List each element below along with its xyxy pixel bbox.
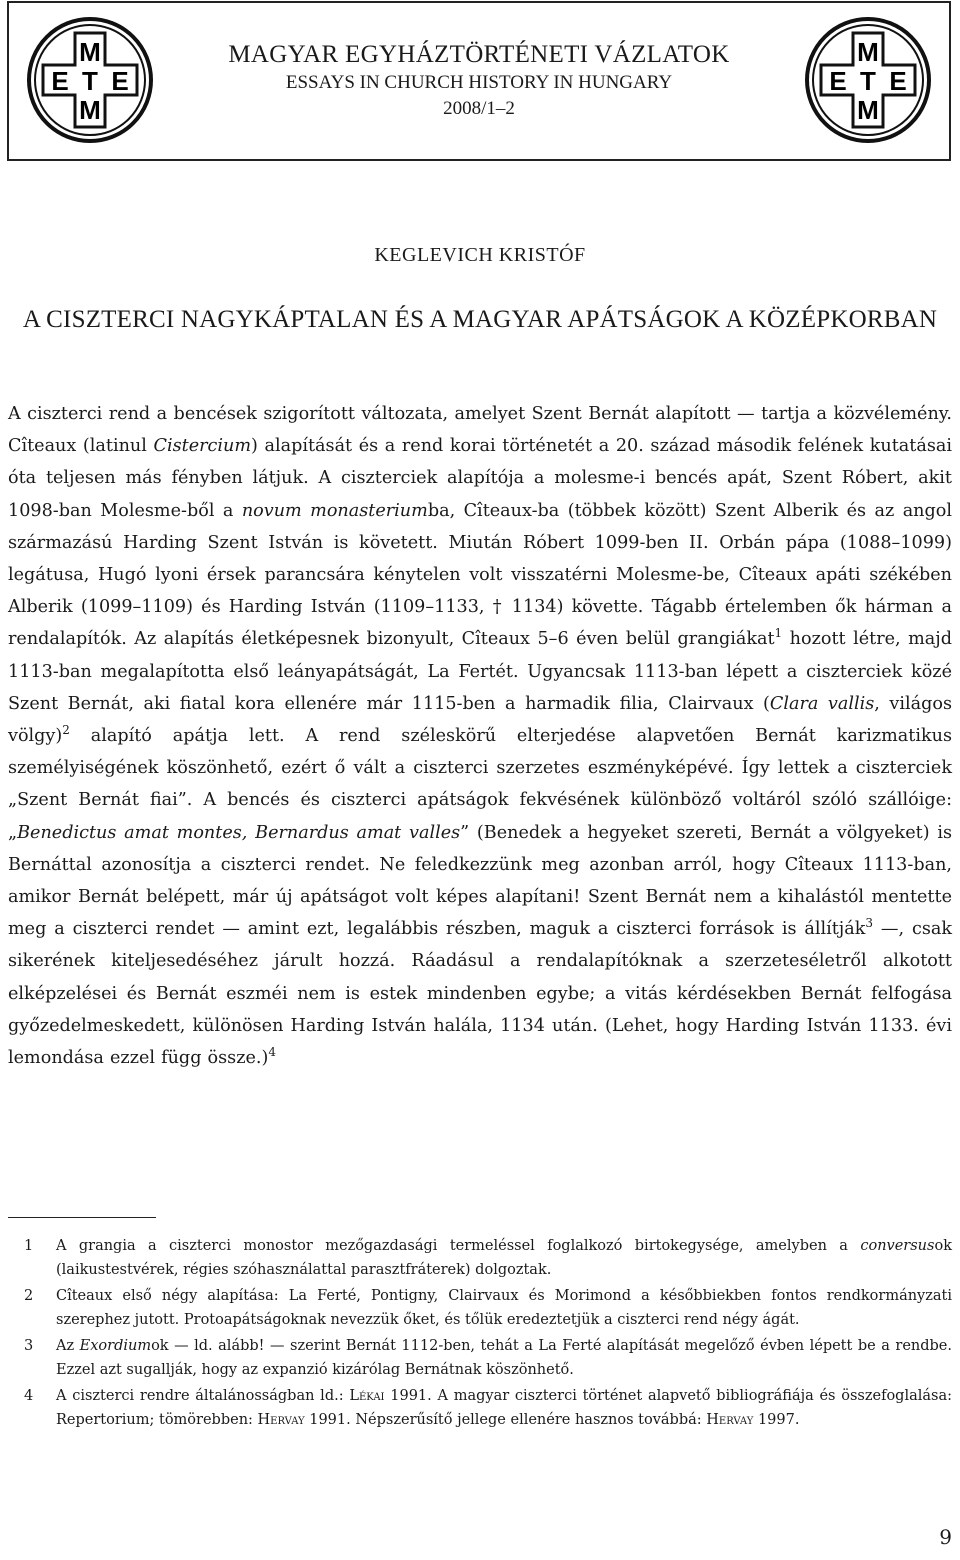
body-text-segment: ) alapítását és a rend korai történetét a 20. század második felének kutatásai óta teljesen más fényben látjuk. A ciszterciek alapítója a molesme-i bencés apát, Szent Róbert, akit 1098-ban Molesme-ből a [8,436,952,521]
svg-text:E: E [829,66,847,96]
footnote-text: A ciszterci rendre általánosságban ld.: Lékai 1991. A magyar ciszterci történet alapvető bibliográfiája és összefoglalása: Repertorium; tömörebben: Hervay 1991. Népszerűsítő jellege ellenére hasznos továbbá: Hervay 1997. [56,1388,952,1428]
svg-text:M: M [857,95,879,125]
footnote-ref-2[interactable]: 2 [62,723,70,738]
svg-text:M: M [79,37,101,67]
svg-text:E: E [889,66,907,96]
svg-text:E: E [51,66,69,96]
article-body [8,398,952,1074]
mete-cross-logo-left [25,15,155,145]
footnote-4 [8,1384,952,1432]
footnote-ref-4[interactable]: 4 [268,1045,276,1060]
body-text-segment: hozott létre, majd 1113-ban megalapította első leányapátságát, La Fertét. Ugyancsak 1113-ban lépett a ciszterciek közé Szent Bernát, aki fiatal kora ellenére már 1115-ben a harmadik filia, Clairvaux ( [8,629,952,714]
footnote-1 [8,1234,952,1282]
footnote-text: Cîteaux első négy alapítása: La Ferté, Pontigny, Clairvaux és Morimond a későbbiekben fontos rendkormányzati szerephez jutott. Protoapátságoknak nevezzük őket, és tőlük eredeztetjük a ciszterci rend négy ágát. [56,1288,952,1328]
footnote-number: 4 [24,1388,34,1404]
body-text-segment: ” (Benedek a hegyeket szereti, Bernát a völgyeket) is Bernáttal azonosítja a ciszterci rendet. Ne feledkezzünk meg azonban arról, hogy Cîteaux 1113-ban, amikor Bernát belépett, már új apátságot volt képes alapítani! Szent Bernát nem a kihalástól mentette meg a ciszterci rendet — amint ezt, legalábbis részben, maguk a ciszterci források is állítják [8,822,952,940]
body-italic-novum-monasterium: novum monasterium [241,500,428,521]
footnote-number: 1 [24,1238,34,1254]
footnote-3 [8,1334,952,1382]
article-title: A CISZTERCI NAGYKÁPTALAN ÉS A MAGYAR APÁTSÁGOK A KÖZÉPKORBAN [22,306,938,333]
body-text-segment: alapító apátja lett. A rend széleskörű elterjedése alapvetően Bernát karizmatikus személyiségének köszönhető, ezért ő vált a ciszterci szerzetes eszményképévé. Így lettek a ciszterciek „Szent Bernát fiai”. A bencés és ciszterci apátságok fekvésének különböző voltáról szóló szállóige: „ [8,726,952,843]
body-text-segment: ba, Cîteaux-ba (többek között) Szent Alberik és az angol származású Harding Szent István is követett. Miután Róbert 1099-ben II. Orbán pápa (1088–1099) legátusa, Hugó lyoni érsek parancsára kénytelen volt visszatérni Molesme-be, Cîteaux apáti székében Alberik (1099–1109) és Harding István (1109–1133, † 1134) követte. Tágabb értelemben ők hárman a rendalapítók. Az alapítás életképesnek bizonyult, Cîteaux 5–6 éven belül grangiákat [8,500,952,650]
svg-text:T: T [82,66,98,96]
footnote-number: 3 [24,1338,34,1354]
page-number: 9 [939,1525,952,1549]
journal-subtitle: ESSAYS IN CHURCH HISTORY IN HUNGARY [285,71,673,93]
footnote-ref-1[interactable]: 1 [774,626,783,641]
footnote-text: Az Exordiumok — ld. alább! — szerint Bernát 1112-ben, tehát a La Ferté alapítását megelőző évben lépett be a rendbe. Ezzel azt sugallják, hogy az expanzió kizárólag Bernátnak köszönhető. [56,1338,952,1378]
body-text-segment: —, csak sikerének kiteljesedéséhez járult hozzá. Ráadásul a rendalapítóknak a szerzeteséletről alkotott elképzelései és Bernát eszméi nem is estek mindenben egybe; a vitás kérdésekben Bernát felfogása győzedelmeskedett, különösen Harding István halála, 1134 után. (Lehet, hogy Harding István 1133. évi lemondása ezzel függ össze.) [8,919,952,1069]
footnote-text: A grangia a ciszterci monostor mezőgazdasági termeléssel foglalkozó birtokegysége, amelyben a conversusok (laikustestvérek, régies szóhasználattal parasztfráterek) dolgoztak. [56,1238,952,1278]
svg-text:E: E [111,66,129,96]
mete-cross-logo-right [803,15,933,145]
article-author: KEGLEVICH KRISTÓF [374,244,586,266]
svg-text:M: M [79,95,101,125]
journal-header [7,1,951,161]
footnotes [8,1234,952,1434]
svg-text:T: T [860,66,876,96]
body-text-segment: A ciszterci rend a bencések szigorított változata, amelyet Szent Bernát alapított — tartja a közvélemény. Cîteaux (latinul [8,404,952,457]
footnote-number: 2 [24,1288,34,1304]
body-italic-clara-vallis: Clara vallis [769,693,875,714]
journal-header-text [179,41,779,124]
body-text-segment: , világos völgy) [8,693,952,747]
svg-text:M: M [857,37,879,67]
footnote-ref-3[interactable]: 3 [865,916,874,931]
footnote-separator [8,1217,156,1218]
body-italic-cistercium: Cistercium [153,436,252,457]
body-italic-latin-proverb: Benedictus amat montes, Bernardus amat valles [17,822,461,843]
journal-issue: 2008/1–2 [443,98,515,120]
journal-title: MAGYAR EGYHÁZTÖRTÉNETI VÁZLATOK [228,41,730,68]
footnote-2 [8,1284,952,1332]
